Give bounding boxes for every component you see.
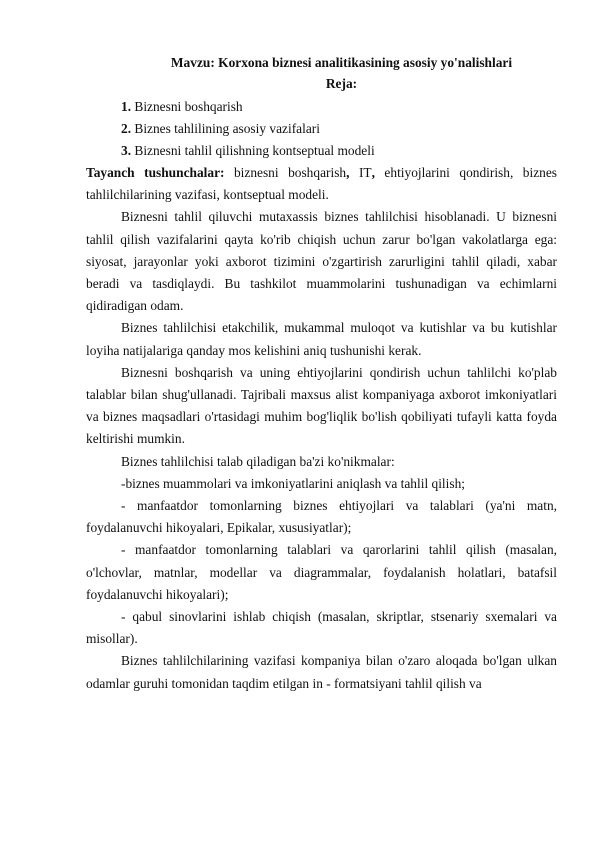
key-concepts [86, 162, 557, 206]
paragraph: Biznes tahlilchilarining vazifasi kompaniya bilan o'zaro aloqada bo'lgan ulkan odamlar guruhi tomonidan taqdim etilgan in - formatsiyani tahlil qilish va [86, 653, 557, 691]
plan-item [86, 118, 557, 140]
plan-item-text: Biznesni tahlil qilishning kontseptual modeli [131, 143, 375, 158]
list-item: - manfaatdor tomonlarning biznes ehtiyojlari va talablari (ya'ni matn, foydalanuvchi hikoyalari, Epikalar, xususiyatlar); [86, 498, 557, 536]
list-item: - manfaatdor tomonlarning talablari va qarorlarini tahlil qilish (masalan, o'lchovlar, matnlar, modellar va diagrammalar, foydalanish holatlari, batafsil foydalanuvchi hikoyalari); [86, 542, 557, 602]
key-concepts-text: IT [349, 165, 372, 180]
list-item: - qabul sinovlarini ishlab chiqish (masalan, skriptlar, stsenariy sxemalari va misollar). [86, 609, 557, 647]
paragraph: Biznesni boshqarish va uning ehtiyojlarini qondirish uchun tahlilchi ko'plab talablar bilan shug'ullanadi. Tajribali maxsus alist kompaniyaga axborot imkoniyatlari va biznes maqsadlari o'rtasidagi muhim bog'liqlik bo'lish qobiliyati tufayli katta foyda keltirishi mumkin. [86, 364, 557, 447]
key-concepts-separator: , [371, 165, 375, 180]
list-item: -biznes muammolari va imkoniyatlarini aniqlash va tahlil qilish; [121, 475, 465, 491]
plan-list [86, 96, 557, 162]
plan-item [86, 96, 557, 118]
paragraph: Biznesni tahlil qiluvchi mutaxassis biznes tahlilchisi hisoblanadi. U biznesni tahlil qilish vazifalarini qayta ko'rib chiqish uchun zarur bo'lgan vakolatlarga ega: siyosat, jarayonlar yoki axborot tizimini o'zgartirish zarurligini tahlil qiladi, xabar beradi va tasdiqlaydi. Bu tashkilot muammolarini tushunadigan va echimlarni qidiradigan odam. [86, 209, 557, 314]
key-concepts-label: Tayanch tushunchalar: [86, 165, 225, 180]
document-body [86, 53, 557, 695]
plan-item-number: 3. [121, 143, 132, 158]
key-concepts-separator: , [346, 165, 350, 180]
document-title: Mavzu: Korxona biznesi analitikasining asosiy yo'nalishlari [170, 55, 513, 70]
paragraph: Biznes tahlilchisi etakchilik, mukammal muloqot va kutishlar va bu kutishlar loyiha natijalariga qanday mos kelishini aniq tushunishi kerak. [86, 320, 557, 358]
key-concepts-text: biznesni boshqarish [224, 165, 347, 180]
plan-item-number: 2. [121, 121, 132, 136]
key-concepts-text: ehtiyojlarini qondirish, biznes tahlilchilarining vazifasi, kontseptual modeli. [86, 165, 557, 203]
plan-item [86, 140, 557, 162]
plan-item-text: Biznes tahlilining asosiy vazifalari [131, 121, 320, 136]
plan-heading: Reja: [325, 76, 358, 91]
paragraph: Biznes tahlilchisi talab qiladigan ba'zi ko'nikmalar: [121, 453, 395, 469]
plan-item-number: 1. [121, 99, 132, 114]
plan-item-text: Biznesni boshqarish [131, 99, 243, 114]
